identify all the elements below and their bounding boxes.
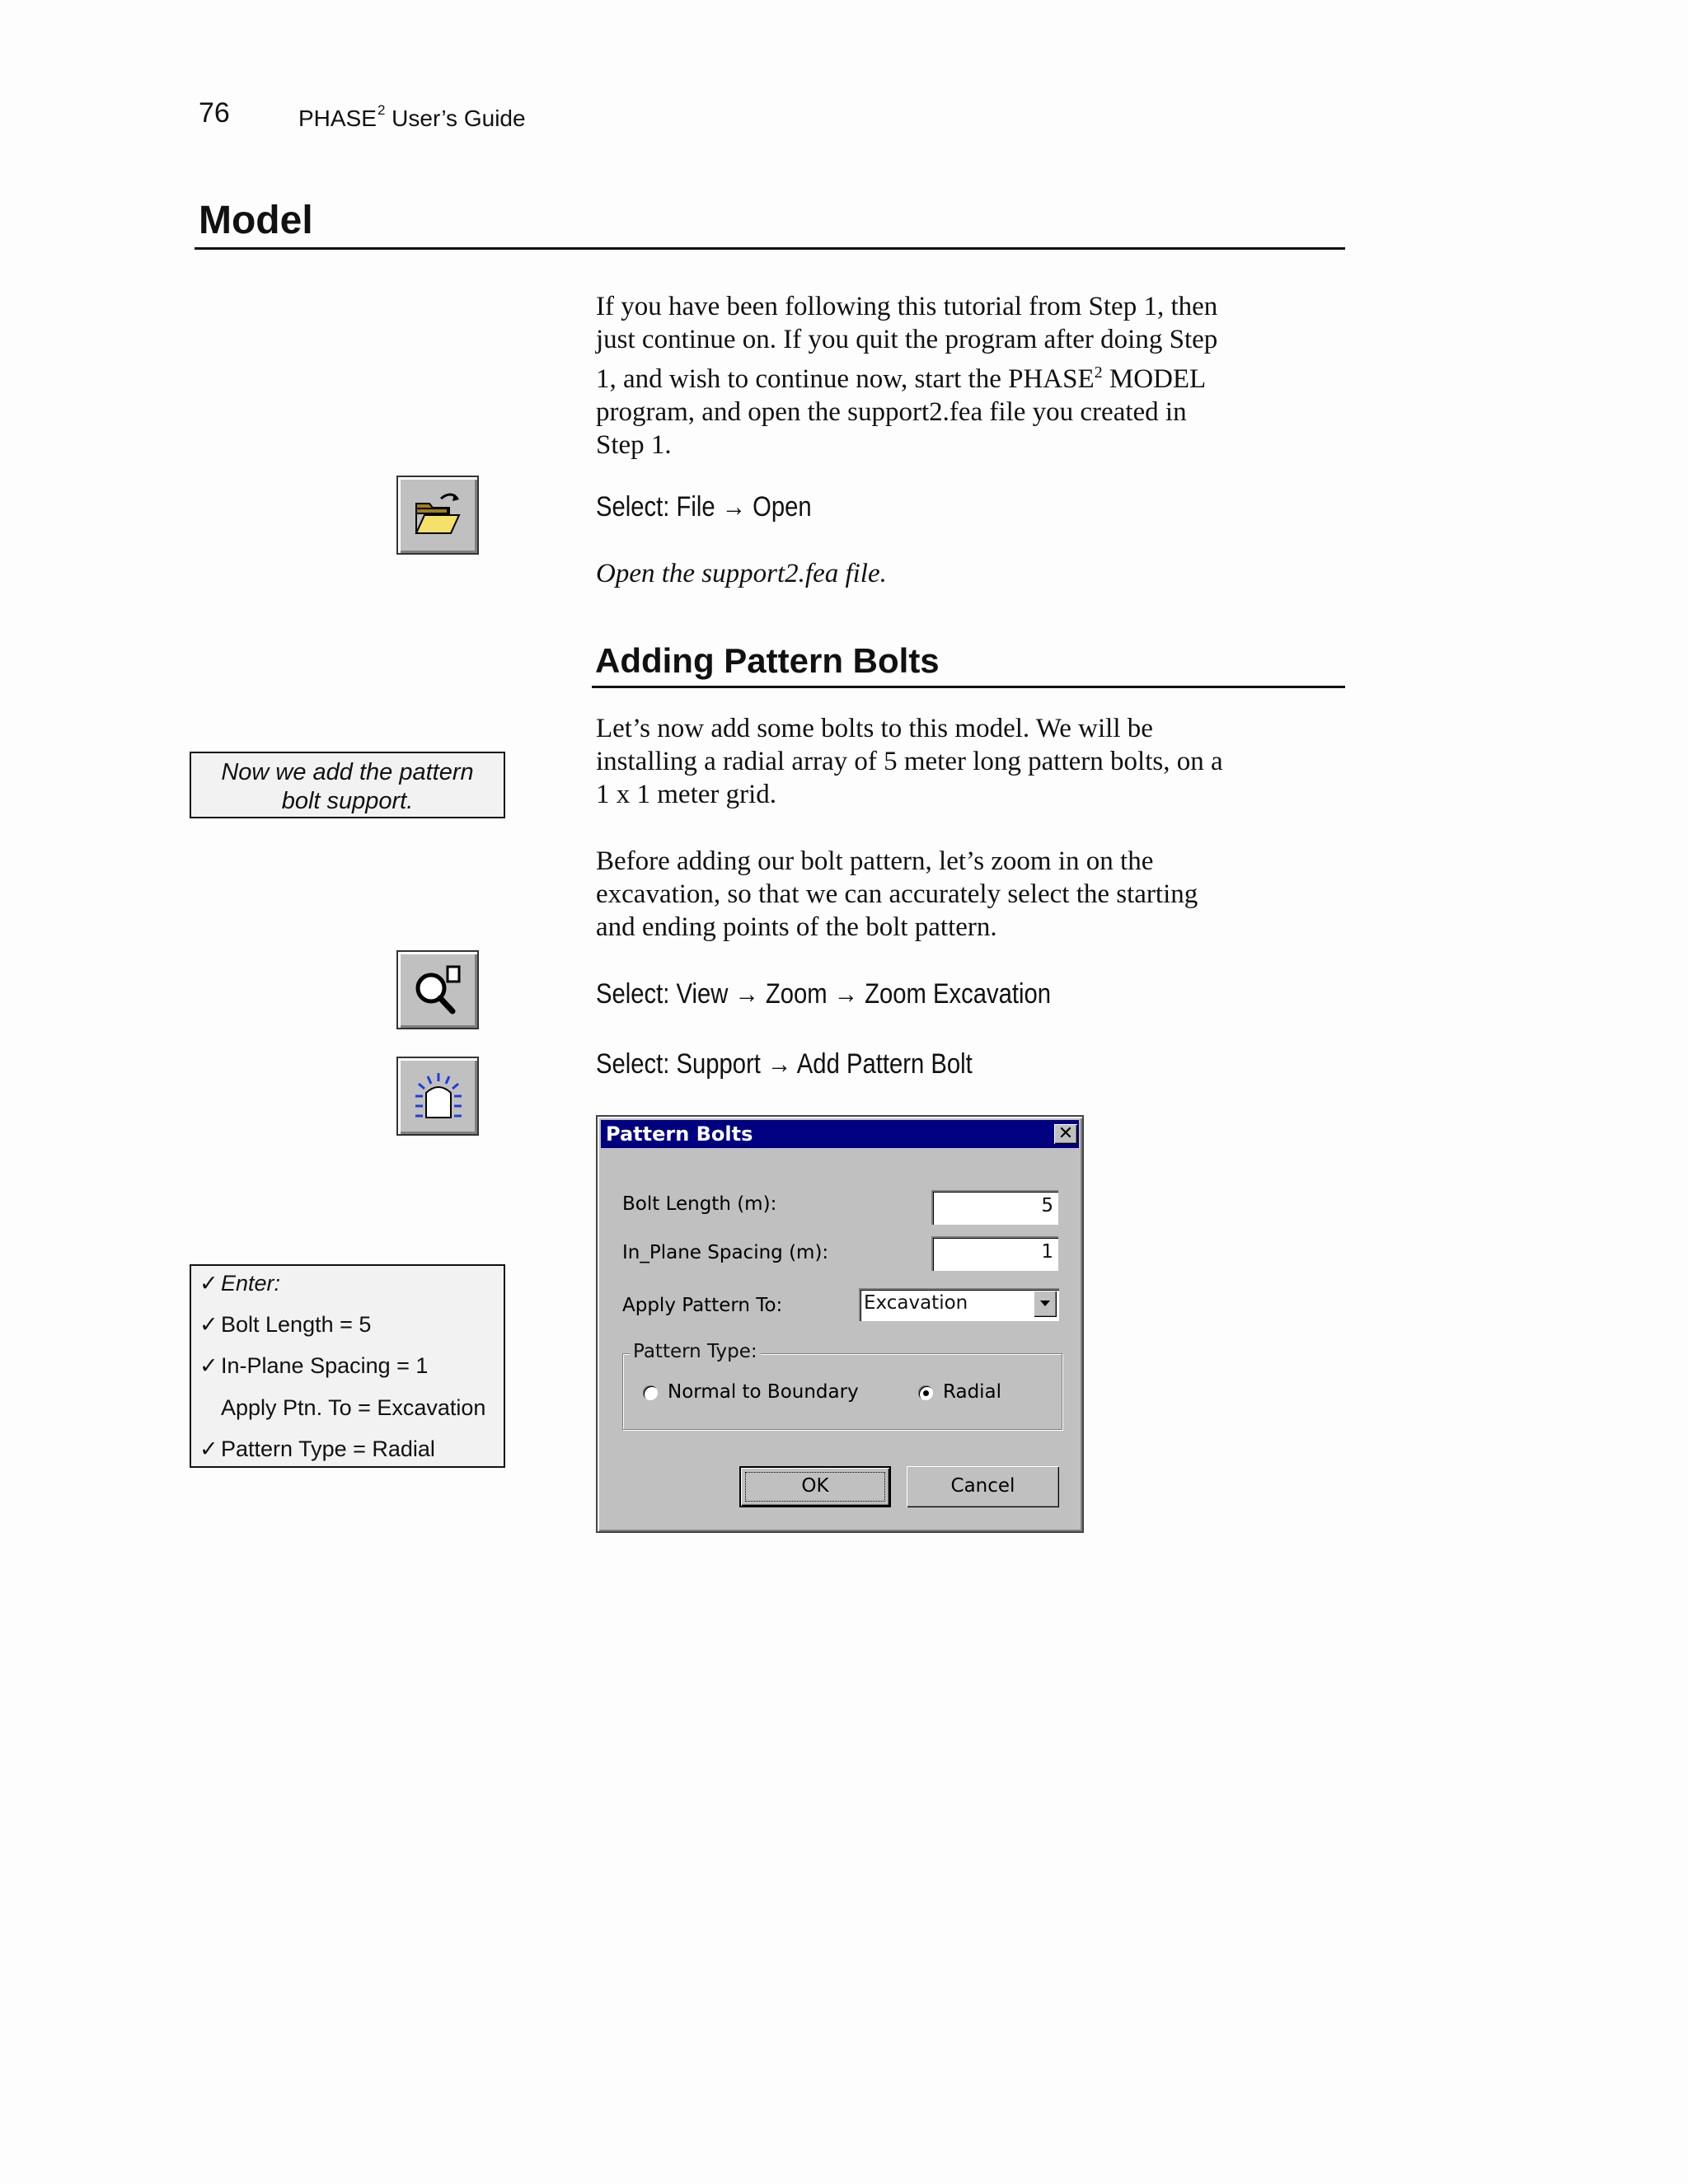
- cancel-button[interactable]: [907, 1466, 1059, 1507]
- ok-button[interactable]: [739, 1466, 891, 1507]
- checklist-item: [199, 1353, 428, 1379]
- intro-line: If you have been following this tutorial from Step 1, then: [596, 292, 1218, 321]
- chevron-down-icon[interactable]: [1034, 1291, 1057, 1317]
- select-file-open: Select: File → Open: [596, 491, 812, 523]
- checklist-text: In-Plane Spacing = 1: [221, 1353, 429, 1378]
- check-icon: ✓: [199, 1312, 218, 1337]
- normal-to-boundary-radio[interactable]: [643, 1385, 658, 1400]
- dialog-title-bar[interactable]: [601, 1120, 1079, 1148]
- guide-superscript: 2: [377, 102, 386, 118]
- cancel-label: Cancel: [950, 1475, 1015, 1497]
- radial-label[interactable]: Radial: [943, 1381, 1002, 1403]
- normal-to-boundary-label[interactable]: Normal to Boundary: [668, 1381, 859, 1403]
- spacing-label: In_Plane Spacing (m):: [622, 1242, 829, 1263]
- intro-line-part: MODEL: [1102, 364, 1207, 394]
- running-header: [298, 102, 526, 132]
- checklist-text: Enter:: [221, 1271, 281, 1296]
- select-add-pattern-bolt: Select: Support → Add Pattern Bolt: [596, 1048, 973, 1080]
- paragraph-line: 1 x 1 meter grid.: [596, 780, 777, 809]
- subsection-title: Adding Pattern Bolts: [595, 641, 940, 680]
- select-zoom-excavation: Select: View → Zoom → Zoom Excavation: [596, 978, 1051, 1010]
- check-icon: ✓: [199, 1271, 218, 1296]
- open-instruction: Open the support2.fea file.: [596, 559, 887, 588]
- paragraph-line: and ending points of the bolt pattern.: [596, 912, 997, 942]
- check-icon: ✓: [199, 1353, 218, 1378]
- checklist-item: [199, 1436, 435, 1462]
- margin-note: [190, 752, 505, 818]
- intro-paragraph: [596, 290, 1354, 462]
- pattern-bolt-icon[interactable]: [396, 1057, 479, 1136]
- bolt-length-input[interactable]: 5: [931, 1190, 1058, 1225]
- checklist-text: Apply Ptn. To = Excavation: [221, 1395, 486, 1420]
- guide-prefix: PHASE: [298, 105, 377, 131]
- bolt-length-label: Bolt Length (m):: [622, 1193, 777, 1215]
- intro-line: [596, 356, 1354, 396]
- pattern-type-label: Pattern Type:: [630, 1341, 761, 1362]
- check-icon: ✓: [199, 1436, 218, 1461]
- pattern-bolts-dialog: [596, 1115, 1084, 1533]
- paragraph-line: Before adding our bolt pattern, let’s zoom in on the: [596, 846, 1154, 876]
- checklist-item: [199, 1271, 280, 1296]
- checklist-text: Bolt Length = 5: [221, 1312, 372, 1337]
- spacing-input[interactable]: 1: [931, 1236, 1058, 1271]
- paragraph-line: excavation, so that we can accurately select the starting: [596, 879, 1198, 909]
- apply-pattern-label: Apply Pattern To:: [622, 1295, 783, 1316]
- subsection-rule: [592, 686, 1345, 688]
- intro-superscript: 2: [1094, 363, 1103, 382]
- page-number: 76: [199, 97, 230, 129]
- intro-line-part: 1, and wish to continue now, start the PHASE: [596, 364, 1095, 394]
- dialog-title: Pattern Bolts: [606, 1122, 753, 1146]
- apply-pattern-select[interactable]: [859, 1288, 1059, 1321]
- margin-note-line: Now we add the pattern: [221, 759, 474, 785]
- checklist-item: [199, 1395, 485, 1421]
- intro-line: program, and open the support2.fea file you created in: [596, 397, 1187, 427]
- section-title: Model: [199, 199, 313, 242]
- paragraph-line: Let’s now add some bolts to this model. We will be: [596, 714, 1153, 743]
- checklist-item: [199, 1312, 371, 1338]
- guide-suffix: User’s Guide: [385, 105, 526, 131]
- bolts-paragraph: [596, 712, 1354, 811]
- section-rule: [195, 247, 1345, 250]
- zoom-paragraph: [596, 845, 1354, 944]
- intro-line: Step 1.: [596, 430, 672, 460]
- ok-label: OK: [801, 1475, 829, 1497]
- folder-open-icon[interactable]: [396, 476, 479, 555]
- margin-note-line: bolt support.: [281, 788, 414, 814]
- radial-radio[interactable]: [918, 1385, 933, 1400]
- close-icon[interactable]: ✕: [1054, 1124, 1077, 1144]
- paragraph-line: installing a radial array of 5 meter long pattern bolts, on a: [596, 747, 1223, 776]
- input-checklist: [190, 1264, 505, 1468]
- intro-line: just continue on. If you quit the program after doing Step: [596, 325, 1218, 354]
- zoom-excavation-icon[interactable]: [396, 950, 479, 1029]
- pattern-type-group: [622, 1341, 1062, 1430]
- checklist-text: Pattern Type = Radial: [221, 1436, 435, 1461]
- apply-pattern-value: Excavation: [864, 1292, 968, 1314]
